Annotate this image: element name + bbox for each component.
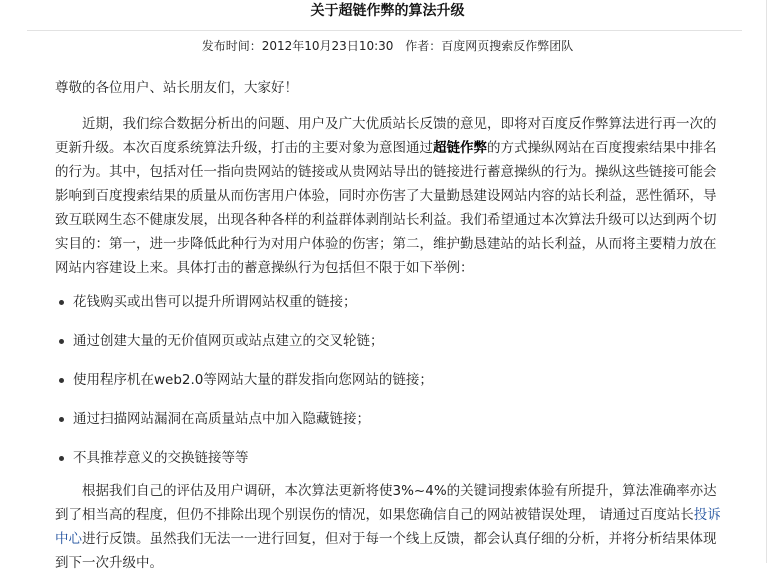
list-item-text: 通过扫描网站漏洞在高质量站点中加入隐藏链接；: [73, 411, 370, 427]
publish-time: 发布时间：2012年10月23日10:30: [201, 39, 394, 53]
bullet-icon: [59, 378, 64, 383]
greeting: 尊敬的各位用户、站长朋友们，大家好！: [55, 80, 298, 96]
page-border: [766, 0, 767, 563]
bullet-icon: [59, 339, 64, 344]
examples-list: [55, 290, 723, 470]
list-item-text: 不具推荐意义的交换链接等等: [73, 450, 249, 466]
list-item-text: 使用程序机在web2.0等网站大量的群发指向您网站的链接；: [73, 372, 433, 388]
paragraph-intro: [55, 112, 723, 280]
list-item: [55, 446, 723, 470]
paragraph-intro-text-b: 的方式操纵网站在百度搜索结果中排名的行为。其中，包括对任一指向贵网站的链接或从贵网站导出的链接进行蓄意操纵的行为。操纵这些链接可能会影响到百度搜索结果的质量从而伤害用户体验，同时亦伤害了大量勤恳建设网站内容的站长利益，恶性循环，导致互联网生态不健康发展，出现各种各样的利益群体剥削站长利益。我们希望通过本次算法升级可以达到两个切实目的：第一，进一步降低此种行为对用户体验的伤害；第二，维护勤恳建站的站长利益，从而将主要精力放在网站内容建设上来。具体打击的蓄意操纵行为包括但不限于如下举例：: [55, 140, 717, 276]
bullet-icon: [59, 300, 64, 305]
list-item-text: 通过创建大量的无价值网页或站点建立的交叉轮链；: [73, 333, 384, 349]
page-title: 关于超链作弊的算法升级: [310, 3, 465, 19]
keyword-bold: 超链作弊: [433, 140, 487, 156]
bullet-icon: [59, 417, 64, 422]
complaint-center-link[interactable]: 投诉中心: [55, 507, 721, 547]
paragraph-feedback: [55, 479, 723, 575]
author: 作者：百度网页搜索反作弊团队: [405, 39, 574, 53]
list-item: [55, 407, 723, 431]
list-item: [55, 329, 723, 353]
bullet-icon: [59, 456, 64, 461]
paragraph-feedback-text-a: 根据我们自己的评估及用户调研，本次算法更新将使3%~4%的关键词搜索体验有所提升，算法准确率亦达到了相当高的程度，但仍不排除出现个别误伤的情况，如果您确信自己的网站被错误处理， 请通过百度站长: [55, 483, 717, 523]
list-item-text: 花钱购买或出售可以提升所谓网站权重的链接；: [73, 294, 357, 310]
list-item: [55, 368, 723, 392]
list-item: [55, 290, 723, 314]
article-meta: [0, 37, 775, 55]
article-body: [55, 76, 723, 575]
title-divider: [27, 30, 742, 31]
paragraph-intro-text-a: 近期，我们综合数据分析出的问题、用户及广大优质站长反馈的意见，即将对百度反作弊算法进行再一次的更新升级。本次百度系统算法升级，打击的主要对象为意图通过: [55, 116, 717, 156]
paragraph-feedback-text-b: 进行反馈。虽然我们无法一一进行回复，但对于每一个线上反馈，都会认真仔细的分析，并将分析结果体现到下一次升级中。: [55, 531, 717, 571]
